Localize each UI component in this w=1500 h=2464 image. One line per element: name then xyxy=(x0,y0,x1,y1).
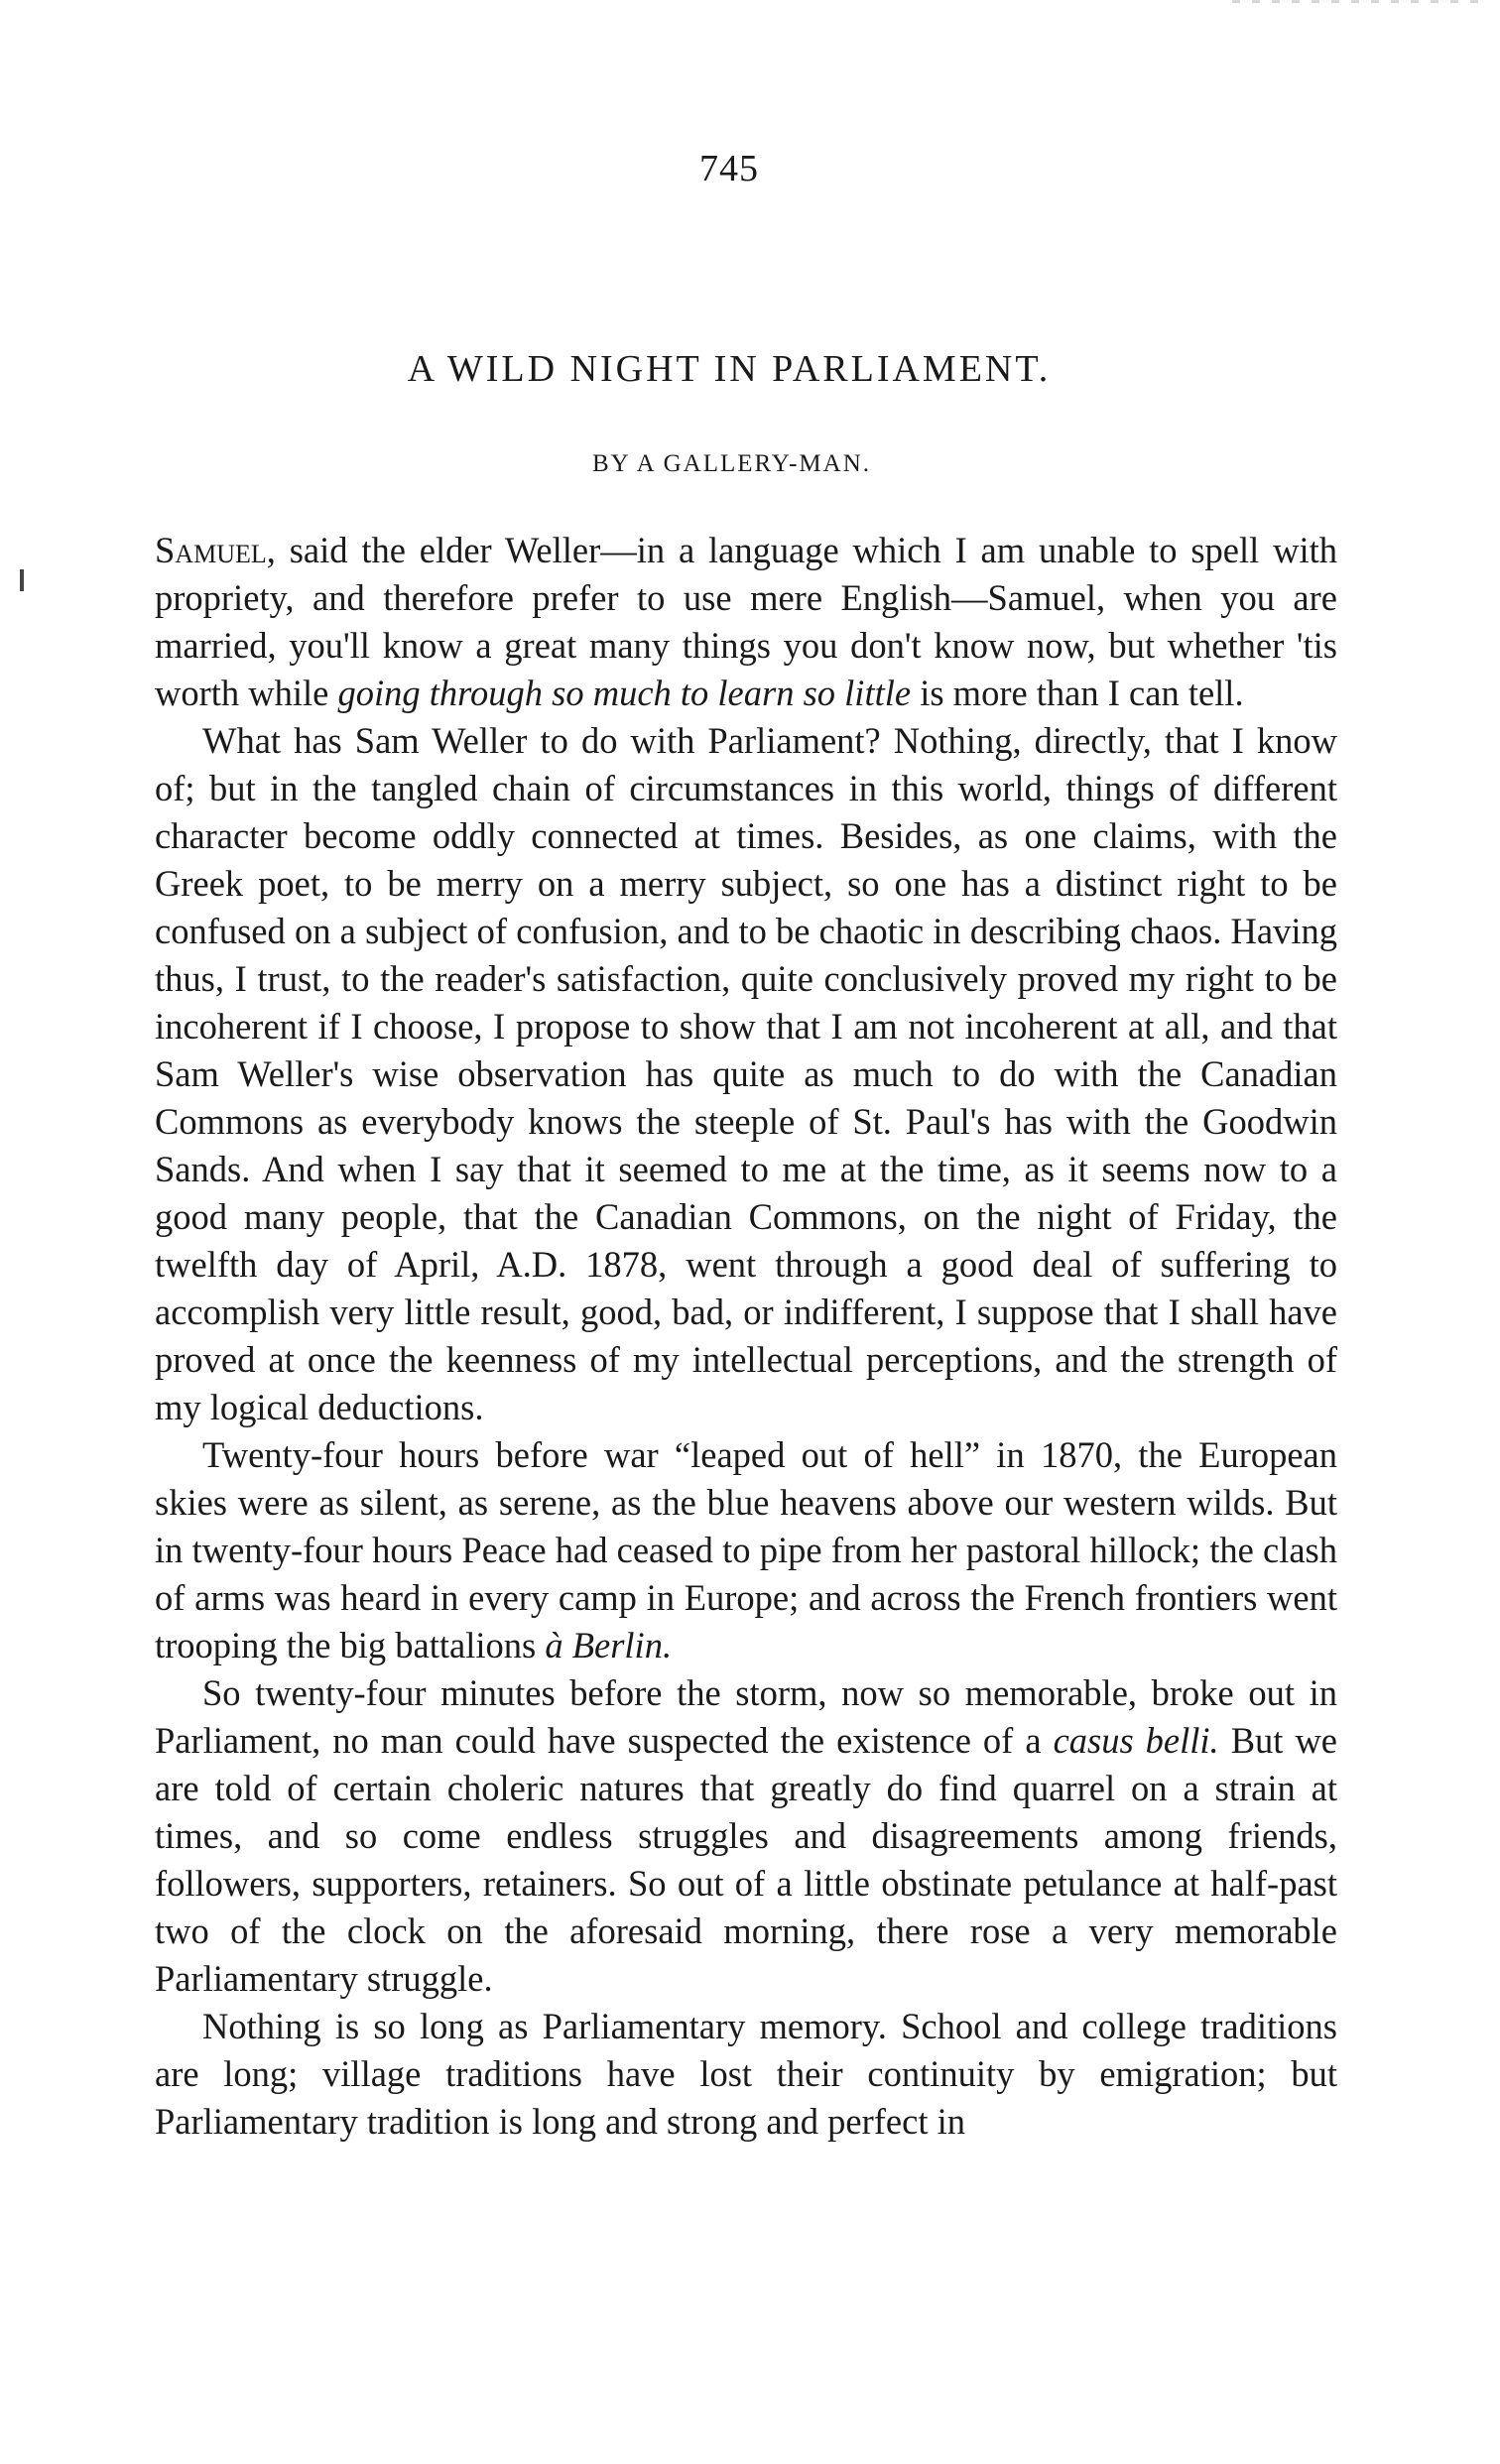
margin-mark xyxy=(20,569,24,591)
paragraph-3 xyxy=(155,1431,1337,1669)
lead-word: Samuel, xyxy=(155,530,276,570)
paragraph-1 xyxy=(155,527,1337,717)
page-number: 745 xyxy=(699,148,759,189)
paragraph-5: Nothing is so long as Parliamentary memory. School and college traditions are long; village traditions have lost their continuity by emigration; but Parliamentary tradition is long and strong and perfect in xyxy=(155,2006,1337,2142)
paragraph-4-italic: casus belli. xyxy=(1053,1720,1219,1761)
scan-artifact xyxy=(1232,0,1490,3)
paragraph-3-italic: à Berlin. xyxy=(545,1625,673,1665)
article-body xyxy=(155,527,1337,2146)
paragraph-2: What has Sam Weller to do with Parliament? Nothing, directly, that I know of; but in the tangled chain of circumstances in this world, things of different character become oddly connected at times. Besides, as one claims, with the Greek poet, to be merry on a merry subject, so one has a distinct right to be confused on a subject of confusion, and to be chaotic in describing chaos. Having thus, I trust, to the reader's satisfaction, quite conclusively proved my right to be incoherent if I choose, I propose to show that I am not incoherent at all, and that Sam Weller's wise observation has quite as much to do with the Canadian Commons as everybody knows the steeple of St. Paul's has with the Goodwin Sands. And when I say that it seemed to me at the time, as it seems now to a good many people, that the Canadian Commons, on the night of Friday, the twelfth day of April, A.D. 1878, went through a good deal of suffering to accomplish very little result, good, bad, or indifferent, I suppose that I shall have proved at once the keenness of my intellectual perceptions, and the strength of my logical deductions. xyxy=(155,720,1337,1427)
paragraph-1-text-a: said the elder Weller—in a language which I am unable to spell with propriety, and therefore prefer to use mere English—Samuel, when you are married, you'll know a great many things you don't know now, but whether 'tis worth while xyxy=(155,530,1337,713)
paragraph-1-italic: going through so much to learn so little xyxy=(337,673,912,713)
article-byline: BY A GALLERY-MAN. xyxy=(591,450,871,477)
paragraph-4-text-b: But we are told of certain choleric natures that greatly do find quarrel on a strain at times, and so come endless struggles and disagreements among friends, followers, supporters, retainers. So out of a little obstinate petulance at half-past two of the clock on the aforesaid morning, there rose a very memorable Parliamentary struggle. xyxy=(155,1720,1338,1999)
article-title: A WILD NIGHT IN PARLIAMENT. xyxy=(407,348,1052,390)
paragraph-1-text-b: is more than I can tell. xyxy=(911,673,1244,713)
paragraph-4 xyxy=(155,1669,1337,2003)
paragraph-4-text-a: So twenty-four minutes before the storm, now so memorable, broke out in Parliament, no man could have suspected the existence of a xyxy=(155,1672,1337,1761)
paragraph-3-text-a: Twenty-four hours before war “leaped out of hell” in 1870, the European skies were as silent, as serene, as the blue heavens above our western wilds. But in twenty-four hours Peace had ceased to pipe from her pastoral hillock; the clash of arms was heard in every camp in Europe; and across the French frontiers went trooping the big battalions xyxy=(155,1434,1337,1665)
